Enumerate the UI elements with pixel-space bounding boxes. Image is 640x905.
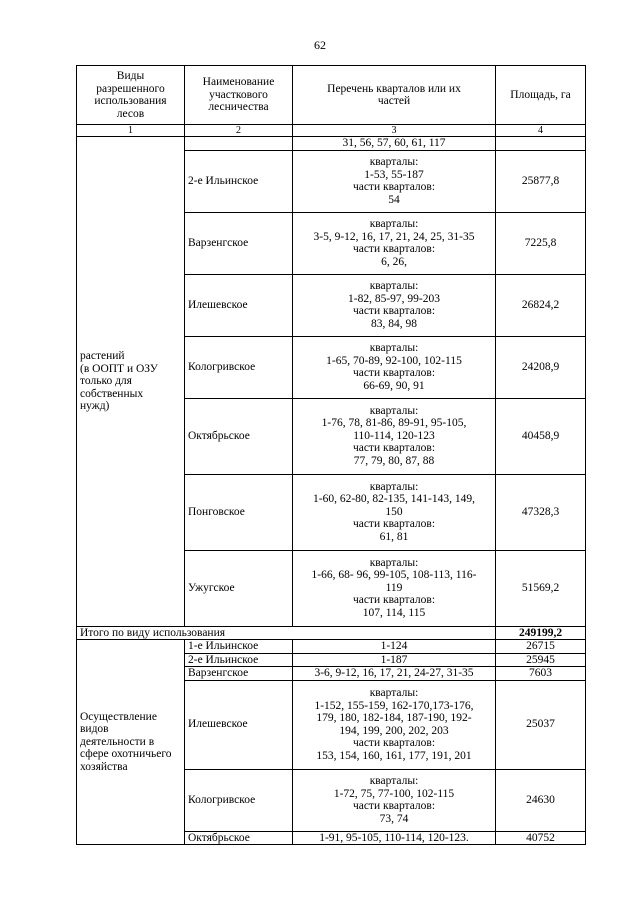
forestry-cell: Варзенгское (185, 212, 293, 274)
cell-line: 73, 74 (379, 812, 409, 825)
quarters-cell (293, 274, 496, 336)
cell-line: нужд) (80, 400, 110, 412)
header-text: частей (377, 95, 411, 107)
header-text: Наименование (202, 76, 275, 89)
area-cell: 25877,8 (496, 150, 586, 212)
total-value: 249199,2 (496, 626, 586, 640)
cell-line: 1-76, 78, 81-86, 89-91, 95-105, (321, 417, 467, 430)
area-cell: 24630 (496, 769, 586, 831)
use-type-cell (77, 640, 185, 845)
cell-line: хозяйства (80, 760, 128, 773)
area-cell: 51569,2 (496, 550, 586, 626)
cell-line: части кварталов: (352, 243, 436, 255)
area-cell: 25037 (496, 680, 586, 769)
table-row (77, 137, 586, 151)
cell-line: части кварталов: (352, 737, 436, 749)
forestry-cell: Понговское (185, 474, 293, 550)
cell-line: 6, 26, (381, 255, 407, 268)
cell-line: части кварталов: (352, 518, 436, 531)
header-text: участкового (209, 88, 268, 101)
quarters-cell (293, 150, 496, 212)
cell-line: части кварталов: (352, 594, 436, 607)
header-use-type (77, 66, 185, 125)
quarters-cell (293, 680, 496, 769)
area-cell: 40752 (496, 831, 586, 845)
column-number: 4 (496, 125, 586, 137)
quarters-cell (293, 653, 496, 667)
area-cell: 40458,9 (496, 398, 586, 474)
area-cell: 26715 (496, 640, 586, 654)
forestry-cell: Илешевское (185, 680, 293, 769)
cell-line: 119 (385, 581, 403, 594)
cell-line: (в ООПТ и ОЗУ (80, 362, 158, 375)
area-cell: 26824,2 (496, 274, 586, 336)
cell-line: 1-65, 70-89, 92-100, 102-115 (326, 354, 462, 367)
cell-line: 1-152, 155-159, 162-170,173-176, (314, 699, 474, 712)
cell-line: только для (80, 375, 132, 387)
cell-line: 107, 114, 115 (362, 606, 426, 619)
cell-line: 1-66, 68- 96, 99-105, 108-113, 116- (311, 569, 477, 582)
cell-line: 150 (385, 505, 403, 518)
area-cell: 7225,8 (496, 212, 586, 274)
cell-line: 1-72, 75, 77-100, 102-115 (333, 787, 455, 800)
quarters-cell (293, 474, 496, 550)
total-label: Итого по виду использования (77, 626, 496, 640)
quarters-cell (293, 336, 496, 398)
quarters-cell (293, 550, 496, 626)
quarters-cell (293, 831, 496, 845)
forest-use-table (76, 65, 586, 845)
cell-line: части кварталов: (352, 181, 436, 193)
header-text: разрешенного (96, 82, 165, 95)
quarters-cell (293, 212, 496, 274)
forestry-cell: Варзенгское (185, 667, 293, 681)
cell-line: видов (80, 723, 109, 736)
cell-line: кварталы: (369, 480, 419, 493)
cell-line: 61, 81 (379, 530, 409, 543)
forestry-cell: Илешевское (185, 274, 293, 336)
cell-line: части кварталов: (352, 800, 436, 812)
cell-line: части кварталов: (352, 442, 436, 455)
page-number: 62 (314, 38, 326, 52)
quarters-cell (293, 640, 496, 654)
cell-line: 110-114, 120-123 (353, 429, 435, 442)
forestry-cell: 1-е Ильинское (185, 640, 293, 654)
cell-line: части кварталов: (352, 305, 436, 317)
table-row (77, 640, 586, 654)
quarters-cell: 31, 56, 57, 60, 61, 117 (293, 137, 496, 151)
cell-line: 1-53, 55-187 (364, 168, 424, 181)
cell-line: 54 (388, 193, 400, 206)
cell-line: 194, 199, 200, 202, 203 (339, 724, 449, 737)
area-cell (496, 137, 586, 151)
area-cell: 47328,3 (496, 474, 586, 550)
header-quarters (293, 66, 496, 125)
forestry-cell: 2-е Ильинское (185, 150, 293, 212)
column-numbers-row (77, 125, 586, 137)
cell-line: деятельности в (80, 735, 155, 748)
cell-line: 83, 84, 98 (371, 317, 417, 330)
header-forestry (185, 66, 293, 125)
cell-line: собственных (80, 387, 144, 400)
column-number: 1 (77, 125, 185, 137)
quarters-cell (293, 398, 496, 474)
cell-line: кварталы: (369, 687, 419, 699)
header-text: лесничества (208, 101, 269, 114)
header-text: использования (94, 95, 167, 107)
forestry-cell: Кологривское (185, 769, 293, 831)
column-number: 3 (293, 125, 496, 137)
cell-line: 1-60, 62-80, 82-135, 141-143, 149, (313, 493, 475, 506)
cell-line: кварталы: (369, 156, 419, 168)
cell-line: кварталы: (369, 775, 419, 787)
forestry-cell: 2-е Ильинское (185, 653, 293, 667)
cell-line: части кварталов: (352, 367, 436, 379)
cell-line: 179, 180, 182-184, 187-190, 192- (316, 712, 472, 724)
cell-line: 3-6, 9-12, 16, 17, 21, 24-27, 31-35 (314, 667, 474, 679)
cell-line: 3-5, 9-12, 16, 17, 21, 24, 25, 31-35 (313, 230, 475, 243)
area-cell: 24208,9 (496, 336, 586, 398)
header-area: Площадь, га (496, 66, 586, 125)
forestry-cell: Кологривское (185, 336, 293, 398)
cell-line: 66-69, 90, 91 (363, 379, 425, 392)
use-type-cell (77, 137, 185, 627)
header-text: Виды (116, 70, 145, 82)
forestry-cell (185, 137, 293, 151)
quarters-cell (293, 667, 496, 681)
cell-line: кварталы: (369, 218, 419, 230)
cell-line: кварталы: (369, 404, 419, 417)
area-cell: 25945 (496, 653, 586, 667)
header-text: Перечень кварталов или их (327, 82, 461, 95)
cell-line: Осуществление (80, 710, 157, 723)
total-row (77, 626, 586, 640)
cell-line: 153, 154, 160, 161, 177, 191, 201 (316, 749, 472, 762)
cell-line: 1-91, 95-105, 110-114, 120-123. (319, 831, 469, 844)
cell-line: кварталы: (369, 280, 419, 292)
cell-line: кварталы: (369, 556, 419, 569)
area-cell: 7603 (496, 667, 586, 681)
cell-line: 1-82, 85-97, 99-203 (348, 292, 440, 305)
header-row (77, 66, 586, 125)
cell-line: 1-124 (380, 640, 408, 652)
cell-line: кварталы: (369, 342, 419, 354)
forestry-cell: Октябрьское (185, 831, 293, 845)
cell-line: 1-187 (380, 653, 408, 666)
forestry-cell: Октябрьское (185, 398, 293, 474)
quarters-cell (293, 769, 496, 831)
cell-line: растений (80, 350, 125, 362)
column-number: 2 (185, 125, 293, 137)
header-text: лесов (116, 107, 145, 120)
cell-line: 77, 79, 80, 87, 88 (353, 454, 435, 467)
cell-line: сфере охотничьего (80, 748, 172, 761)
forestry-cell: Ужугское (185, 550, 293, 626)
